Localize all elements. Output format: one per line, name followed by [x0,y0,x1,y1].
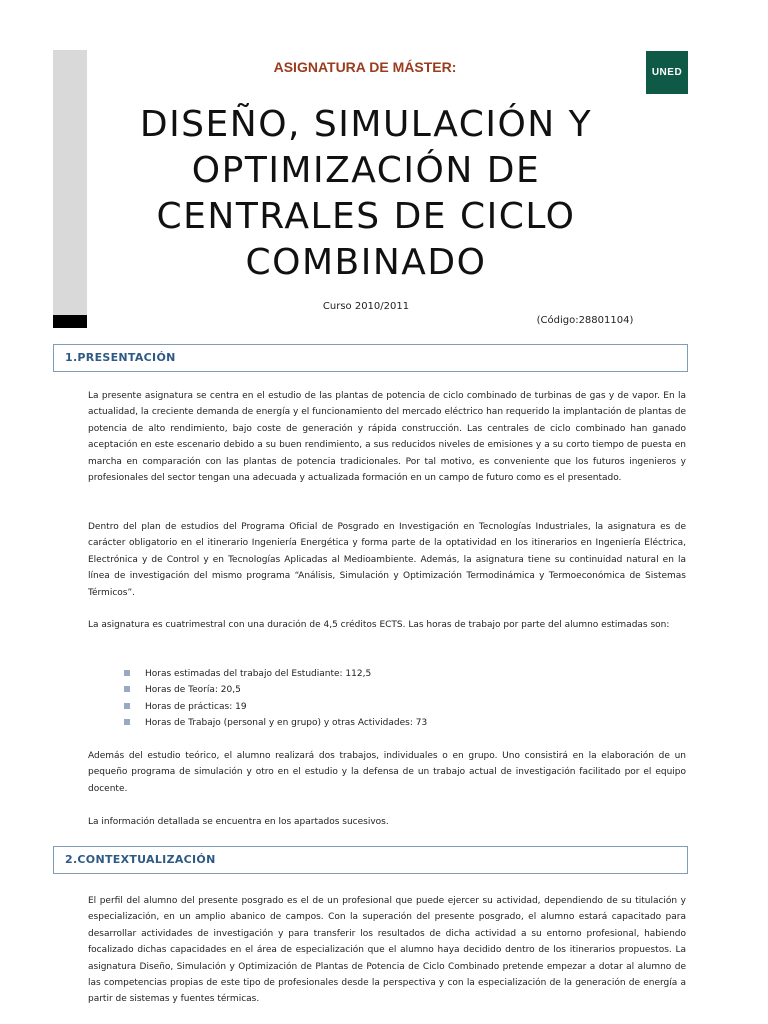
paragraph: Dentro del plan de estudios del Programa Oficial de Posgrado en Investigación en Tecnologías Industriales, la asignatura es de carácter obligatorio en el itinerario Ingeniería Energética y forma parte de la optatividad en los itinerarios en Ingeniería Eléctrica, Electrónica y de Control y en Tecnologías Aplicadas al Medioambiente. Además, la asignatura tiene su continuidad natural en la línea de investigación del mismo programa “Análisis, Simulación y Optimización Termodinámica y Termoeconómica de Sistemas Térmicos”. [88,522,686,598]
course-year: Curso 2010/2011 [322,301,410,312]
paragraph: La asignatura es cuatrimestral con una duración de 4,5 créditos ECTS. Las horas de trabajo por parte del alumno estimadas son: [88,620,670,630]
paragraph: El perfil del alumno del presente posgrado es el de un profesional que puede ejercer su actividad, dependiendo de su titulación y especialización, en un amplio abanico de campos. Con la superación del presente posgrado, el alumno estará capacitado para desarrollar actividades de investigación y para transferir los resultados de dicha actividad a su entorno profesional, habiendo focalizado dichas capacidades en el área de especialización que el alumno haya decidido dentro de los itinerarios propuestos. La asignatura Diseño, Simulación y Optimización de Plantas de Potencia de Ciclo Combinado pretende empezar a dotar al alumno de las competencias propias de este tipo de profesionales desde la perspectiva y con la especialización de la generación de energía a partir de sistemas y fuentes térmicas. [88,896,686,1005]
section-heading-contextualizacion: 2.CONTEXTUALIZACIÓN [53,846,688,874]
subject-label: ASIGNATURA DE MÁSTER: [273,59,457,75]
hours-list [124,666,427,732]
paragraph: La información detallada se encuentra en los apartados sucesivos. [88,817,389,827]
decorative-side-bar [53,50,87,315]
title-line: CENTRALES DE CICLO [156,196,576,237]
title-line: OPTIMIZACIÓN DE [191,150,541,191]
course-code: (Código:28801104) [536,315,634,326]
list-item: Horas de Trabajo (personal y en grupo) y otras Actividades: 73 [124,715,427,731]
title-line: COMBINADO [245,242,487,283]
paragraph: La presente asignatura se centra en el estudio de las plantas de potencia de ciclo combinado de turbinas de gas y de vapor. En la actualidad, la creciente demanda de energía y el funcionamiento del mercado eléctrico han requerido la implantación de plantas de potencia de alto rendimiento, bajo coste de generación y rápida construcción. Las centrales de ciclo combinado han ganado aceptación en este escenario debido a su buen rendimiento, a sus reducidos niveles de emisiones y a su corto tiempo de puesta en marcha en comparación con las plantas de potencia tradicionales. Por tal motivo, es conveniente que los futuros ingenieros y profesionales del sector tengan una adecuada y actualizada formación en un campo de futuro como es el presentado. [88,391,686,484]
page-title [90,102,642,286]
list-item: Horas de prácticas: 19 [124,699,427,715]
paragraph: Además del estudio teórico, el alumno realizará dos trabajos, individuales o en grupo. Uno consistirá en la elaboración de un pequeño programa de simulación y otro en el estudio y la defensa de un trabajo actual de investigación facilitado por el equipo docente. [88,751,686,794]
decorative-side-bar-end [53,315,87,328]
list-item: Horas estimadas del trabajo del Estudiante: 112,5 [124,666,427,682]
title-line: DISEÑO, SIMULACIÓN Y [139,104,593,145]
logo-text: UNED [651,67,683,78]
uned-logo [646,51,688,94]
list-item: Horas de Teoría: 20,5 [124,682,427,698]
section-heading-presentacion: 1.PRESENTACIÓN [53,344,688,372]
